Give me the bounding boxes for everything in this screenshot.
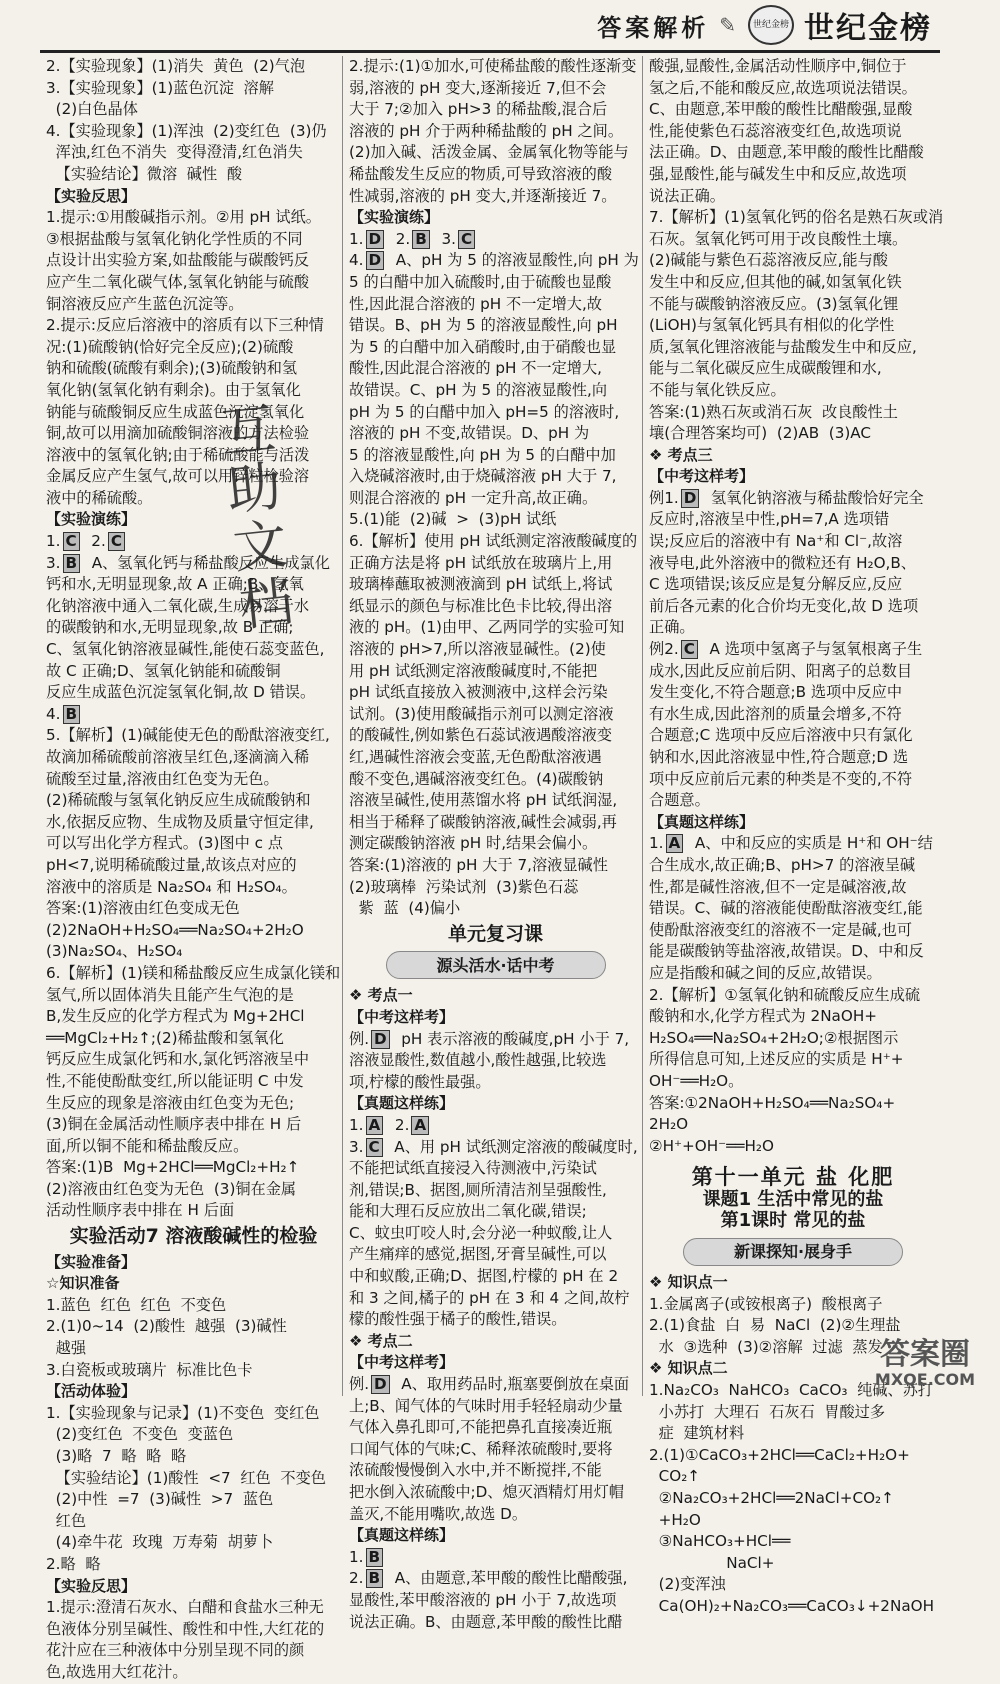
text-line: 1.提示:①用酸碱指示剂。②用 pH 试纸。	[46, 208, 321, 227]
text-line: 性减弱,溶液的 pH 变大,并逐渐接近 7。	[349, 186, 617, 205]
text-line: 色液体分别呈碱性、酸性和中性,大红花的	[46, 1619, 325, 1638]
text-line: ☆知识准备	[46, 1274, 120, 1293]
watermark-logo	[860, 1339, 990, 1399]
text-line: 反应时,溶液呈中性,pH=7,A 选项错	[649, 510, 890, 529]
text-line: 说法正确。B、由题意,苯甲酸的酸性比醋	[349, 1612, 623, 1631]
text-line: 【实验演练】	[46, 510, 137, 529]
text-line: OH⁻══H₂O。	[649, 1071, 744, 1090]
text-line: C 选项错误;该反应是复分解反应,反应	[649, 575, 903, 594]
text-line: 试剂。(3)使用酸碱指示剂可以测定溶液	[349, 704, 614, 723]
text-line: 1. C 2. C	[46, 531, 341, 553]
text-line: 应是指酸和碱之间的反应,故错误。	[649, 963, 882, 982]
text-line: 【中考这样考】	[349, 1353, 455, 1372]
text-line: (2)碱能与紫色石蕊溶液反应,能与酸	[649, 251, 888, 270]
text-line: C、氢氧化钠溶液显碱性,能使石蕊变蓝色,	[46, 640, 325, 659]
text-line: 说法正确。	[649, 186, 725, 205]
text-line: 实验活动7 溶液酸碱性的检验	[69, 1225, 318, 1248]
text-line: 有水生成,因此溶剂的质量会增多,不符	[649, 704, 902, 723]
text-line: 2.(1)①CaCO₃+2HCl══CaCl₂+H₂O+	[649, 1445, 910, 1464]
text-line: 显酸性,苯甲酸溶液的 pH 小于 7,故选项	[349, 1590, 617, 1609]
text-line: CO₂↑	[649, 1467, 701, 1486]
text-line: pH 为 5 的白醋中加入 pH=5 的溶液时,	[349, 402, 620, 421]
answer-box: C	[63, 532, 80, 551]
text-line: 例1. D 氢氧化钠溶液与稀盐酸恰好完全	[649, 488, 924, 507]
text-line: 能是碳酸钠等盐溶液,故错误。D、中和反	[649, 942, 924, 961]
text-line: 答案:(1)溶液由红色变成无色	[46, 899, 240, 918]
text-line: (3)略 7 略 略 略	[46, 1447, 187, 1465]
text-line: ❖ 考点一	[349, 986, 413, 1005]
text-line: 1. A 2. A	[349, 1115, 642, 1137]
text-line: 弱,溶液的 pH 变大,逐渐接近 7,但不会	[349, 78, 607, 97]
text-line: 氢气,所以固体消失且能产生气泡的是	[46, 985, 294, 1004]
text-line: 液导电,此外溶液中的微粒还有 H₂O,B、	[649, 553, 916, 572]
text-line: 错误。B、pH 为 5 的溶液显酸性,向 pH	[349, 316, 618, 335]
text-line: 盖灭,不能用嘴吹,故选 D。	[349, 1504, 528, 1523]
text-line: 中和蚁酸,正确;D、据图,柠檬的 pH 在 2	[349, 1267, 619, 1286]
answer-box: D	[371, 1375, 390, 1394]
text-line: 【中考这样考】	[649, 467, 755, 486]
column-right	[642, 56, 944, 1615]
text-line: NaCl+	[649, 1553, 775, 1572]
header-brand: 世纪金榜	[804, 11, 932, 46]
text-line: 稀盐酸发生反应的物质,可导致溶液的酸	[349, 164, 613, 183]
text-line: 况:(1)硫酸钠(恰好完全反应);(2)硫酸	[46, 337, 294, 356]
text-line: 不能与碳酸钠溶液反应。(3)氢氧化锂	[649, 294, 899, 313]
text-line: 气体入鼻孔即可,不能把鼻孔直接凑近瓶	[349, 1418, 613, 1437]
text-line: 的酸碱性,例如紫色石蕊试液遇酸溶液变	[349, 726, 613, 745]
text-line: 5 的溶液显酸性,向 pH 为 5 的白醋中加	[349, 445, 616, 464]
text-line: 7.【解析】(1)氢氧化钙的俗名是熟石灰或消	[649, 208, 944, 227]
text-line: 能与二氧化碳反应生成碳酸锂和水,	[649, 359, 882, 378]
text-line: 错误。C、碱的溶液能使酚酞溶液变红,能	[649, 899, 923, 918]
text-line: (LiOH)与氢氧化钙具有相似的化学性	[649, 316, 895, 335]
text-line: 性,因此混合溶液的 pH 不一定增大,故	[349, 294, 602, 313]
text-line: 4.【实验现象】(1)浑浊 (2)变红色 (3)仍	[46, 121, 327, 140]
text-line: 和 3 之间,橘子的 pH 在 3 和 4 之间,故柠	[349, 1288, 630, 1307]
text-line: 故错误。C、pH 为 5 的溶液显酸性,向	[349, 380, 608, 399]
answer-box: A	[666, 834, 684, 853]
text-line: 用 pH 试纸测定溶液酸碱度时,不能把	[349, 661, 598, 680]
column-left	[46, 56, 341, 1681]
text-line: 色,故选用大红花汁。	[46, 1662, 188, 1681]
text-line: 性,能使紫色石蕊溶液变红色,故选项说	[649, 121, 902, 140]
text-line: ②Na₂CO₃+2HCl══2NaCl+CO₂↑	[649, 1489, 894, 1507]
text-line: 【真题这样练】	[349, 1526, 455, 1545]
text-line: 越强	[46, 1339, 87, 1358]
text-line: 生反应的现象是溶液由红色变为无色;	[46, 1093, 295, 1112]
text-line: 面,所以铜不能和稀盐酸反应。	[46, 1136, 249, 1155]
text-line: 2.(1)0~14 (2)酸性 越强 (3)碱性	[46, 1317, 287, 1336]
text-line: 酸不变色,遇碱溶液变红色。(4)碳酸钠	[349, 769, 604, 788]
text-line: 铜溶液反应产生蓝色沉淀等。	[46, 294, 244, 313]
text-line: 产生痛痒的感觉,据图,牙膏呈碱性,可以	[349, 1245, 607, 1264]
text-line: 3.【实验现象】(1)蓝色沉淀 溶解	[46, 78, 274, 97]
text-line: (2)白色晶体	[46, 100, 138, 119]
text-line: ══MgCl₂+H₂↑;(2)稀盐酸和氢氧化	[46, 1028, 284, 1047]
text-line: 2.略 略	[46, 1554, 101, 1573]
answer-box: D	[681, 489, 700, 508]
text-line: 金属反应产生氢气,故可以用锌粒检验溶	[46, 467, 310, 486]
lesson-title: 课题1 生活中常见的盐	[702, 1188, 884, 1210]
answer-box: A	[366, 1116, 384, 1135]
text-line: 红色	[46, 1511, 87, 1530]
text-line: 症 建筑材料	[649, 1424, 745, 1443]
answer-box: C	[458, 230, 475, 249]
text-line: 【实验准备】	[46, 1252, 137, 1271]
text-line: (2)加入碱、活泼金属、金属氧化物等能与	[349, 143, 629, 162]
page-header	[0, 0, 1000, 50]
text-line: 溶液中的氢氧化钠;由于稀硫酸能与活泼	[46, 445, 310, 464]
text-line: 质,氢氧化锂溶液能与盐酸发生中和反应,	[649, 337, 917, 356]
text-line: 不能与氧化铁反应。	[649, 380, 786, 399]
text-line: ❖ 知识点一	[649, 1273, 728, 1292]
text-line: Ca(OH)₂+Na₂CO₃══CaCO₃↓+2NaOH	[649, 1596, 935, 1615]
handwritten-text: 互助文档	[217, 396, 297, 639]
text-line: 1.提示:澄清石灰水、白醋和食盐水三种无	[46, 1598, 324, 1617]
text-line: 酸强,显酸性,金属活动性顺序中,铜位于	[649, 57, 907, 75]
text-line: (2)中性 =7 (3)碱性 >7 蓝色	[46, 1490, 274, 1509]
text-line: 1. D 2. B 3. C	[349, 229, 642, 251]
text-line: 6.【解析】(1)镁和稀盐酸反应生成氯化镁和	[46, 963, 341, 982]
text-line: 氧化钠(氢氧化钠有剩余)。由于氢氧化	[46, 380, 301, 399]
text-line: 应产生二氧化碳气体,氢氧化钠能与硫酸	[46, 272, 310, 291]
text-line: 2.提示:反应后溶液中的溶质有以下三种情	[46, 316, 324, 335]
answer-box: C	[108, 532, 125, 551]
text-line: 误;反应后的溶液中有 Na⁺和 Cl⁻,故溶	[649, 532, 903, 551]
text-line: 使酚酞溶液变红的溶液不一定是碱,也可	[649, 920, 913, 939]
header-title: 答案解析	[597, 13, 710, 42]
logo-text: 世纪金榜	[752, 19, 789, 30]
text-line: pH 试纸直接放入被测液中,这样会污染	[349, 683, 608, 702]
text-line: 剂,错误;B、据图,厕所清洁剂呈强酸性,	[349, 1180, 607, 1199]
text-line: 【实验结论】微溶 碱性 酸	[46, 164, 243, 183]
text-line: 性,都是碱性溶液,但不一定是碱溶液,故	[649, 877, 907, 896]
text-line: 硫酸至过量,溶液由红色变为无色。	[46, 769, 279, 788]
text-line: 1.【实验现象与记录】(1)不变色 变红色	[46, 1403, 320, 1422]
text-line: 液中的稀硫酸。	[46, 488, 153, 507]
watermark-bottom: MXQE.COM	[874, 1370, 976, 1389]
text-line: 溶液中的溶质是 Na₂SO₄ 和 H₂SO₄。	[46, 877, 297, 896]
answer-box: B	[366, 1548, 384, 1567]
text-line: 溶液的 pH 介于两种稀盐酸的 pH 之间。	[349, 121, 624, 140]
text-line: 3. C A、用 pH 试纸测定溶液的酸碱度时,	[349, 1137, 638, 1156]
header-divider	[40, 50, 940, 53]
text-line: 酸钠和水,化学方程式为 2NaOH+	[649, 1007, 877, 1026]
text-line: 项中反应前后元素的种类是不变的,不符	[649, 769, 913, 788]
text-line: 例. D pH 表示溶液的酸碱度,pH 小于 7,	[349, 1029, 630, 1048]
text-line: 溶液呈碱性,使用蒸馏水将 pH 试纸润湿,	[349, 791, 618, 810]
text-line: 【活动体验】	[46, 1382, 137, 1401]
answer-box: B	[63, 705, 81, 724]
text-line: 正确方法是将 pH 试纸放在玻璃片上,用	[349, 553, 613, 572]
text-line: 【中考这样考】	[349, 1007, 455, 1026]
text-line: 点设计出实验方案,如盐酸能与碳酸钙反	[46, 251, 310, 270]
pen-icon: ✎	[719, 13, 736, 37]
text-line: C、蚊虫叮咬人时,会分泌一种蚁酸,让人	[349, 1223, 613, 1242]
answer-box: D	[366, 251, 385, 270]
text-line: (2)稀硫酸与氢氧化钠反应生成硫酸钠和	[46, 791, 311, 810]
text-line: 2. B A、由题意,苯甲酸的酸性比醋酸强,	[349, 1569, 628, 1588]
text-line: 成水,因此反应前后阴、阳离子的总数目	[649, 661, 913, 680]
text-line: 1. A A、中和反应的实质是 H⁺和 OH⁻结	[649, 834, 933, 853]
text-line: 1.Na₂CO₃ NaHCO₃ CaCO₃ 纯碱、苏打	[649, 1381, 934, 1400]
text-line: 故滴加稀硫酸前溶液呈红色,逐滴滴入稀	[46, 748, 310, 766]
text-line: 【实验反思】	[46, 186, 137, 205]
text-line: 钙和水,无明显现象,故 A 正确;B、氢氧	[46, 575, 304, 594]
text-line: 紫 蓝 (4)偏小	[349, 899, 461, 918]
text-line: 【实验演练】	[349, 208, 440, 227]
answer-box: C	[681, 640, 698, 659]
text-line: 则混合溶液的 pH 一定升高,故正确。	[349, 488, 598, 507]
answer-box: B	[63, 554, 81, 573]
text-line: 上;B、闻气体的气味时用手轻轻扇动少量	[349, 1396, 623, 1415]
text-line: ❖ 考点二	[349, 1331, 413, 1350]
text-line: 溶液的 pH>7,所以溶液显碱性。(2)使	[349, 640, 606, 659]
text-line: 合题意;C 选项中反应后溶液中只有氯化	[649, 726, 913, 745]
text-line: 钙反应生成氯化钙和水,氯化钙溶液呈中	[46, 1050, 310, 1069]
text-line: 小苏打 大理石 石灰石 胃酸过多	[649, 1402, 886, 1421]
text-line: 液的 pH。(1)由甲、乙两同学的实验可知	[349, 618, 625, 637]
text-line: (2)玻璃棒 污染试剂 (3)紫色石蕊	[349, 877, 579, 896]
text-line: 纸显示的颜色与标准比色卡比较,得出溶	[349, 596, 613, 615]
text-line: 2.【实验现象】(1)消失 黄色 (2)气泡	[46, 57, 306, 75]
text-line: 为 5 的白醋中加入硝酸时,由于硝酸也显	[349, 337, 617, 356]
answer-box: C	[366, 1138, 383, 1157]
text-line: 钠和硫酸(硫酸有剩余);(3)硫酸钠和氢	[46, 359, 298, 378]
text-line: 酸性,因此混合溶液的 pH 不一定增大,	[349, 359, 602, 378]
text-line: 例2. C A 选项中氢离子与氢氧根离子生	[649, 640, 923, 659]
text-line: 3. B A、氢氧化钙与稀盐酸反应生成氯化	[46, 553, 330, 572]
text-line: 【真题这样练】	[649, 812, 755, 831]
text-line: 【实验反思】	[46, 1576, 137, 1595]
text-line: 口闻气体的气味;C、稀释浓硫酸时,要将	[349, 1439, 613, 1458]
text-line: 强,显酸性,能与碱发生中和反应,故选项	[649, 164, 907, 183]
text-line: 答案:(1)熟石灰或消石灰 改良酸性土	[649, 402, 898, 421]
text-line: C、由题意,苯甲酸的酸性比醋酸强,显酸	[649, 100, 913, 119]
answer-box: D	[366, 230, 385, 249]
text-line: 反应生成蓝色沉淀氢氧化铜,故 D 错误。	[46, 683, 316, 702]
text-line: 浓硫酸慢慢倒入水中,并不断搅拌,不能	[349, 1461, 602, 1480]
text-line: 水,依据反应物、生成物及质量守恒定律,	[46, 812, 314, 831]
text-line: 2.提示:(1)①加水,可使稀盐酸的酸性逐渐变	[349, 57, 637, 75]
text-line: 化钠溶液中通入二氧化碳,生成易溶于水	[46, 596, 310, 615]
text-line: (2)2NaOH+H₂SO₄══Na₂SO₄+2H₂O	[46, 920, 304, 939]
text-line: ③根据盐酸与氢氧化钠化学性质的不同	[46, 229, 303, 248]
text-line: 大于 7;②加入 pH>3 的稀盐酸,混合后	[349, 100, 608, 119]
answer-box: D	[371, 1030, 390, 1049]
text-line: 把水倒入浓硫酸中;D、熄灭酒精灯用灯帽	[349, 1483, 624, 1501]
text-line: 的碳酸钠和水,无明显现象,故 B 正确;	[46, 618, 294, 637]
brand-logo-icon	[748, 5, 794, 45]
text-line: (2)溶液由红色变为无色 (3)铜在金属	[46, 1179, 297, 1198]
text-line: B,发生反应的化学方程式为 Mg+2HCl	[46, 1007, 305, 1026]
text-line: 4. B	[46, 704, 341, 726]
text-line: 5 的白醋中加入硫酸时,由于硫酸也显酸	[349, 272, 612, 291]
text-line: 2.(1)食盐 白 易 NaCl (2)②生理盐	[649, 1316, 901, 1335]
text-line: 1. B	[349, 1547, 642, 1569]
text-line: 故 C 正确;D、氢氧化钠能和硫酸铜	[46, 661, 281, 680]
text-line: 测定碳酸钠溶液 pH 时,结果会偏小。	[349, 834, 598, 853]
text-line: (3)Na₂SO₄、H₂SO₄	[46, 942, 183, 961]
text-line: ❖ 知识点二	[649, 1359, 728, 1378]
text-line: 前后各元素的化合价均无变化,故 D 选项	[649, 596, 919, 615]
unit-review-title: 单元复习课	[447, 922, 543, 945]
text-line: 5.(1)能 (2)碱 > (3)pH 试纸	[349, 510, 557, 529]
text-line: ❖ 考点三	[649, 445, 713, 464]
text-line: 合题意。	[649, 791, 710, 810]
text-line: ②H⁺+OH⁻══H₂O	[649, 1136, 774, 1155]
text-line: 水 ③选种 (3)②溶解 过滤 蒸发	[649, 1337, 883, 1356]
text-line: 浑浊,红色不消失 变得澄清,红色消失	[46, 143, 303, 162]
text-line: 答案:(1)溶液的 pH 大于 7,溶液显碱性	[349, 855, 608, 874]
text-line: 溶液的 pH 不变,故错误。D、pH 为	[349, 424, 590, 443]
text-line: 6.【解析】使用 pH 试纸测定溶液酸碱度的	[349, 532, 638, 551]
text-line: 入烧碱溶液时,由于烧碱溶液 pH 大于 7,	[349, 467, 617, 486]
answer-box: B	[366, 1569, 384, 1588]
text-line: 例. D A、取用药品时,瓶塞要倒放在桌面	[349, 1375, 630, 1394]
text-line: 红,遇碱性溶液会变蓝,无色酚酞溶液遇	[349, 748, 602, 766]
text-line: 答案:①2NaOH+H₂SO₄══Na₂SO₄+	[649, 1093, 896, 1112]
text-line: 2H₂O	[649, 1115, 689, 1134]
text-line: 钠和水,因此溶液显中性,符合题意;D 选	[649, 748, 909, 766]
text-line: 项,柠檬的酸性最强。	[349, 1072, 491, 1091]
text-line: 不能把试纸直接浸入待测液中,污染试	[349, 1159, 597, 1178]
period-title: 第1课时 常见的盐	[720, 1210, 866, 1232]
unit-review-band: 源头活水·话中考	[386, 951, 606, 979]
text-line: 钠能与硫酸铜反应生成蓝色沉淀氢氧化	[46, 402, 305, 421]
text-line: (2)变浑浊	[649, 1575, 726, 1594]
text-line: 花汁应在三种液体中分别呈现不同的颜	[46, 1641, 305, 1660]
text-line: 【真题这样练】	[349, 1094, 455, 1113]
text-line: 5.【解析】(1)碱能使无色的酚酞溶液变红,	[46, 726, 330, 745]
text-line: 1.蓝色 红色 红色 不变色	[46, 1295, 227, 1314]
text-line: ③NaHCO₃+HCl══	[649, 1532, 791, 1551]
text-line: 铜,故可以用滴加硫酸铜溶液的方法检验	[46, 424, 310, 443]
text-line: 性,不能使酚酞变红,所以能证明 C 中发	[46, 1071, 304, 1090]
text-line: 发生变化,不符合题意;B 选项中反应中	[649, 683, 903, 702]
text-line: H₂SO₄══Na₂SO₄+2H₂O;②根据图示	[649, 1028, 899, 1047]
text-line: 所得信息可知,上述反应的实质是 H⁺+	[649, 1050, 904, 1069]
watermark-top: 答案圈	[880, 1337, 970, 1372]
text-line: 活动性顺序表中排在 H 后面	[46, 1201, 235, 1220]
text-line: 相当于稀释了碳酸钠溶液,碱性会减弱,再	[349, 812, 617, 831]
text-line: 答案:(1)B Mg+2HCl══MgCl₂+H₂↑	[46, 1158, 300, 1177]
text-line: 发生中和反应,但其他的碱,如氢氧化铁	[649, 272, 902, 291]
text-line: 溶液显酸性,数值越小,酸性越强,比较选	[349, 1051, 607, 1070]
text-line: 能和大理石反应放出二氧化碳,错误;	[349, 1202, 587, 1221]
answer-box: B	[412, 230, 430, 249]
text-line: 【实验结论】(1)酸性 <7 红色 不变色	[46, 1468, 326, 1487]
text-line: 石灰。氢氧化钙可用于改良酸性土壤。	[649, 229, 908, 248]
text-line: 可以写出化学方程式。(3)图中 c 点	[46, 834, 283, 853]
text-line: (3)铜在金属活动性顺序表中排在 H 后	[46, 1115, 302, 1134]
unit-title: 第十一单元 盐 化肥	[691, 1165, 895, 1190]
text-line: 法正确。D、由题意,苯甲酸的酸性比醋酸	[649, 143, 924, 162]
text-line: 玻璃棒蘸取被测液滴到 pH 试纸上,将试	[349, 575, 613, 594]
text-line: (2)变红色 不变色 变蓝色	[46, 1425, 234, 1444]
column-middle	[342, 56, 642, 1631]
text-line: 氢之后,不能和酸反应,故选项说法错误。	[649, 78, 917, 97]
text-line: (4)牵牛花 玫瑰 万寿菊 胡萝卜	[46, 1533, 274, 1552]
text-line: 合生成水,故正确;B、pH>7 的溶液呈碱	[649, 855, 916, 874]
text-line: 1.金属离子(或铵根离子) 酸根离子	[649, 1294, 883, 1313]
text-line: 4. D A、pH 为 5 的溶液显酸性,向 pH 为	[349, 251, 639, 270]
text-line: 壤(合理答案均可) (2)AB (3)AC	[649, 424, 872, 443]
text-line: 2.【解析】①氢氧化钠和硫酸反应生成硫	[649, 985, 921, 1004]
text-line: 正确。	[649, 618, 695, 637]
text-line: pH<7,说明稀硫酸过量,故该点对应的	[46, 855, 297, 874]
text-line: +H₂O	[649, 1510, 701, 1529]
answer-box: A	[411, 1116, 429, 1135]
text-line: 3.白瓷板或玻璃片 标准比色卡	[46, 1360, 253, 1379]
new-lesson-band: 新课探知·展身手	[683, 1238, 903, 1266]
text-line: 檬的酸性强于橘子的酸性,错误。	[349, 1310, 567, 1329]
